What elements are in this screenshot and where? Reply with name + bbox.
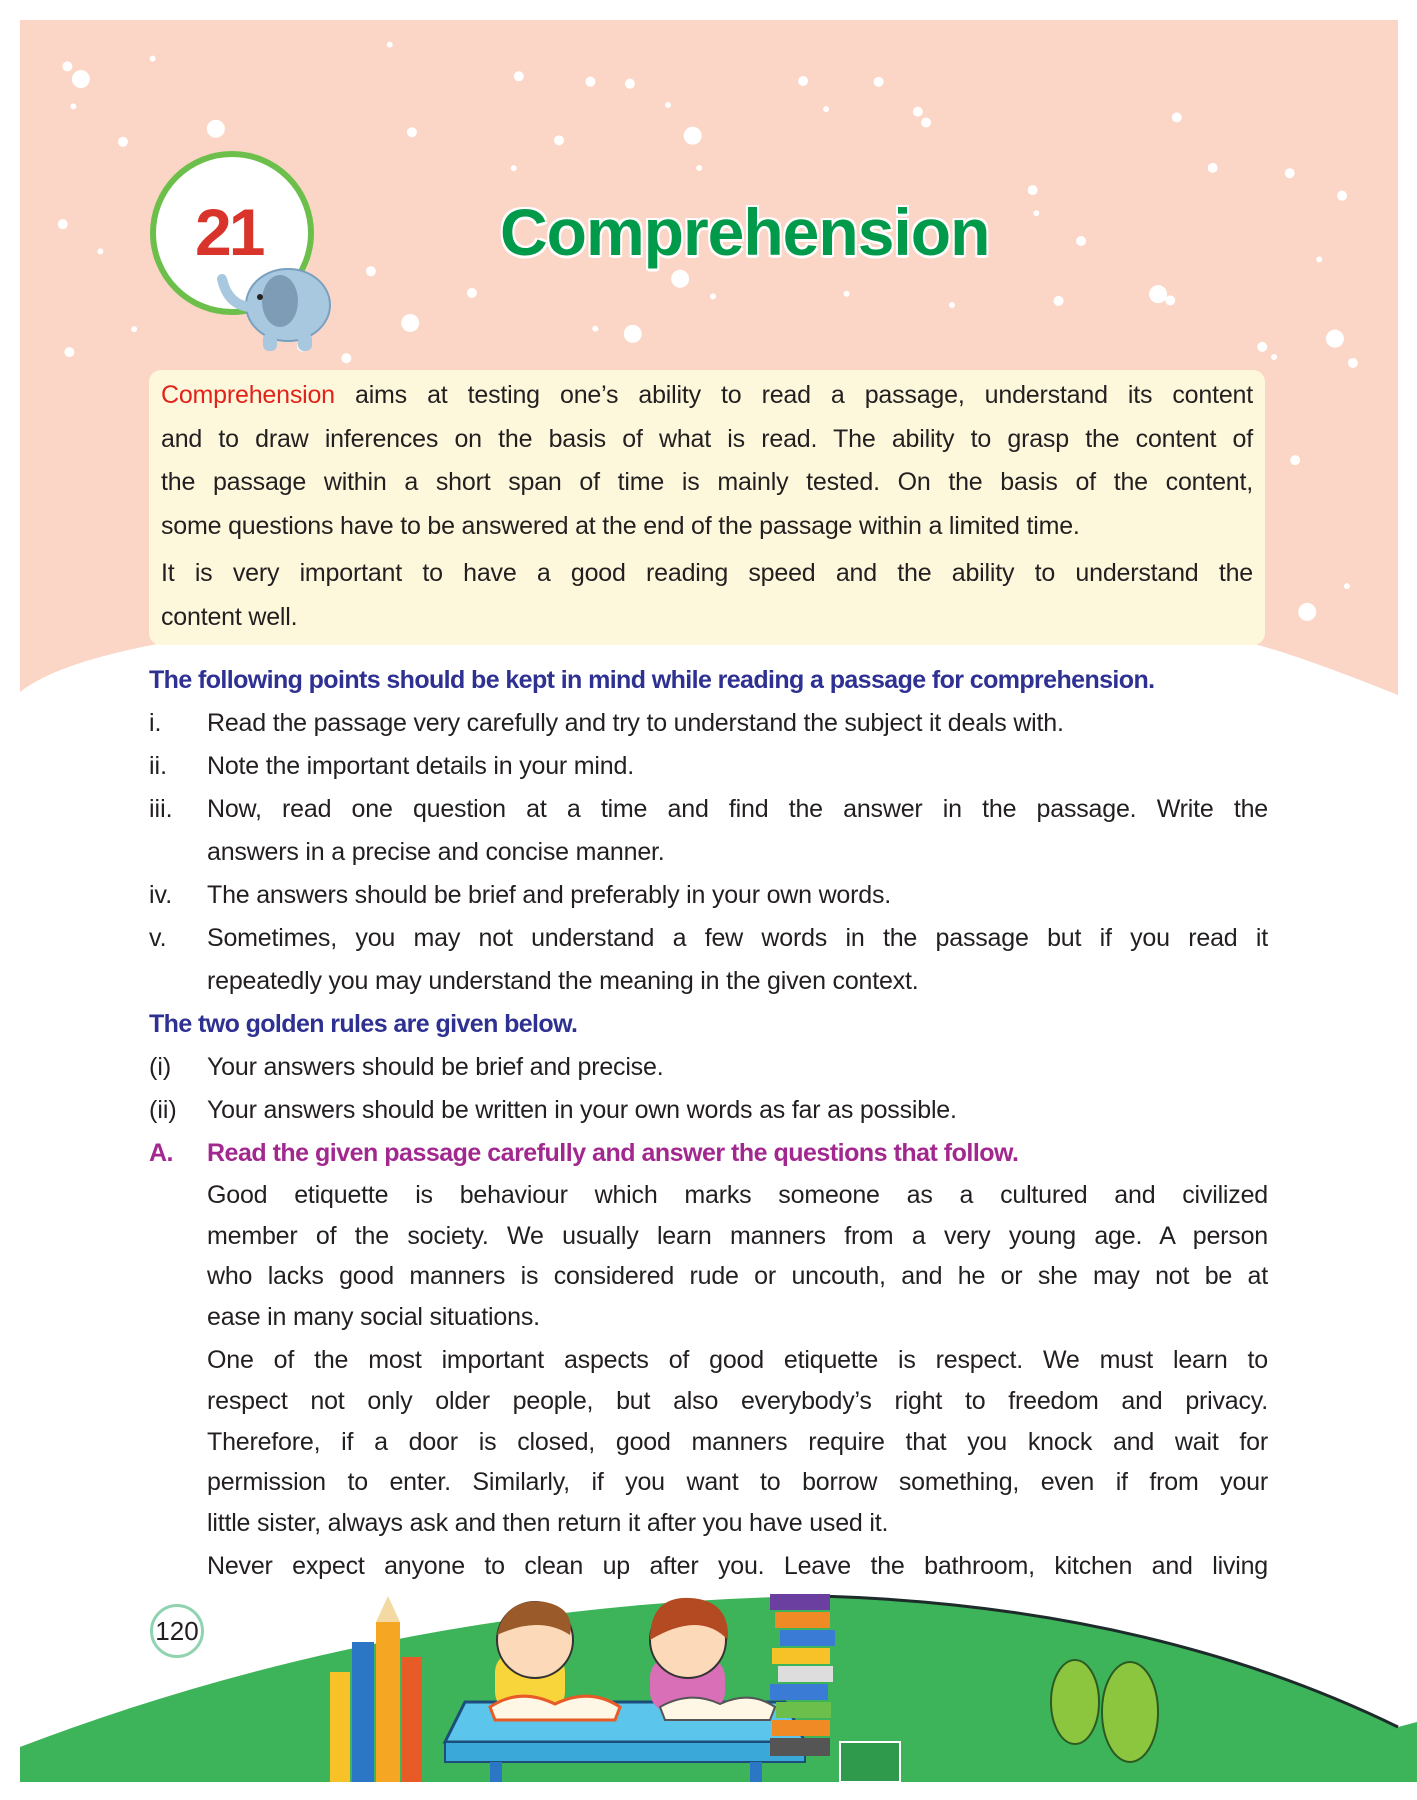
snow-dot — [1316, 256, 1322, 262]
snow-dot — [467, 288, 477, 298]
intro-box — [149, 370, 1265, 645]
snow-dot — [366, 266, 376, 276]
chapter-title: Comprehension — [500, 195, 990, 269]
list-item-label: iv. — [149, 881, 173, 909]
list-item-text — [207, 1089, 1268, 1132]
snow-dot — [64, 347, 74, 357]
snow-dot — [58, 219, 68, 229]
snow-dot — [511, 165, 517, 171]
exercise-instruction — [149, 1132, 1268, 1175]
list-item-line: Note the important details in your mind. — [207, 752, 634, 780]
passage-line: ease in many social situations. — [207, 1302, 540, 1331]
list-item-label: ii. — [149, 752, 168, 780]
snow-dot — [696, 165, 702, 171]
elephant-icon — [208, 255, 358, 355]
snow-dot — [1076, 236, 1086, 246]
golden-rules-heading: The two golden rules are given below. — [149, 1010, 578, 1038]
snow-dot — [1172, 112, 1182, 122]
snow-dot — [1344, 583, 1350, 589]
snow-dot — [1326, 330, 1344, 348]
passage-line: member of the society. We usually learn manners from a very young age. A person — [207, 1221, 1268, 1250]
snow-dot — [1165, 295, 1175, 305]
snow-dot — [207, 120, 225, 138]
list-item-label: v. — [149, 924, 167, 952]
snow-dot — [1028, 185, 1038, 195]
list-item — [149, 1046, 1268, 1089]
snow-dot — [1348, 358, 1358, 368]
snow-dot — [131, 326, 137, 332]
snow-dot — [710, 293, 716, 299]
snow-dot — [72, 70, 90, 88]
snow-dot — [844, 291, 850, 297]
list-item-text — [207, 917, 1268, 1003]
snow-dot — [401, 314, 419, 332]
list-item-line: Your answers should be written in your own words as far as possible. — [207, 1096, 957, 1124]
list-item-label: (ii) — [149, 1096, 177, 1124]
list-item-line: answers in a precise and concise manner. — [207, 838, 665, 866]
passage-line: Good etiquette is behaviour which marks someone as a cultured and civilized — [207, 1181, 1268, 1209]
intro-paragraph — [161, 552, 1253, 639]
list-item-line: Now, read one question at a time and find the answer in the passage. Write the — [207, 795, 1268, 823]
snow-dot — [70, 103, 76, 109]
snow-dot — [874, 77, 884, 87]
list-item-line: The answers should be brief and preferably in your own words. — [207, 881, 892, 909]
boy-icon — [495, 1601, 573, 1712]
intro-line — [161, 374, 1253, 418]
list-item-text — [207, 788, 1268, 874]
snow-dot — [949, 302, 955, 308]
exercise-label: A. — [149, 1139, 173, 1167]
chapter-number: 21 — [195, 195, 263, 269]
snow-dot — [1033, 210, 1039, 216]
snow-dot — [1054, 296, 1064, 306]
intro-line-text: aims at testing one’s ability to read a passage, understand its content — [334, 381, 1253, 409]
snow-dot — [150, 56, 156, 62]
list-item — [149, 745, 1268, 788]
snow-dot — [624, 325, 642, 343]
list-item-label: iii. — [149, 795, 173, 823]
snow-dot — [1337, 191, 1347, 201]
page-number: 120 — [150, 1604, 204, 1658]
list-item — [149, 917, 1268, 1003]
snow-dot — [1149, 285, 1167, 303]
snow-dot — [665, 102, 671, 108]
main-content — [149, 659, 1268, 1587]
intro-paragraph — [161, 374, 1253, 548]
list-item — [149, 1089, 1268, 1132]
list-item — [149, 702, 1268, 745]
passage-paragraph — [207, 1175, 1268, 1337]
exercise-instruction-text: Read the given passage carefully and answer the questions that follow. — [207, 1139, 1019, 1167]
intro-line: It is very important to have a good reading speed and the ability to understand the — [161, 559, 1253, 587]
list-item-line: Sometimes, you may not understand a few words in the passage but if you read it — [207, 924, 1268, 952]
highlight-term: Comprehension — [161, 381, 335, 409]
list-item-text — [207, 702, 1268, 745]
footer-illustration — [0, 1592, 1417, 1782]
passage-line: Never expect anyone to clean up after you. Leave the bathroom, kitchen and living — [207, 1552, 1268, 1581]
snow-dot — [913, 107, 923, 117]
snow-dot — [585, 77, 595, 87]
passage-paragraph — [207, 1546, 1268, 1587]
list-item-label: (i) — [149, 1053, 172, 1081]
snow-dot — [97, 248, 103, 254]
snow-dot — [625, 79, 635, 89]
list-item — [149, 874, 1268, 917]
golden-rules-list — [149, 1046, 1268, 1132]
passage-line: who lacks good manners is considered rude or uncouth, and he or she may not be at — [207, 1262, 1268, 1291]
passage-line: permission to enter. Similarly, if you want to borrow something, even if from your — [207, 1468, 1268, 1497]
points-heading: The following points should be kept in mind while reading a passage for comprehension. — [149, 666, 1155, 694]
snow-dot — [554, 135, 564, 145]
intro-line: the passage within a short span of time is mainly tested. On the basis of the content, — [161, 468, 1253, 496]
passage-paragraph — [207, 1340, 1268, 1543]
snow-dot — [1285, 168, 1295, 178]
snow-dot — [118, 137, 128, 147]
snow-dot — [798, 76, 808, 86]
snow-dot — [514, 71, 524, 81]
intro-line: some questions have to be answered at the end of the passage within a limited time. — [161, 511, 1080, 540]
pencils-icon — [330, 1596, 422, 1782]
passage-line: respect not only older people, but also everybody’s right to freedom and privacy. — [207, 1386, 1268, 1415]
snow-dot — [592, 326, 598, 332]
list-item-line: Your answers should be brief and precise. — [207, 1053, 664, 1081]
snow-dot — [823, 106, 829, 112]
list-item-label: i. — [149, 709, 162, 737]
list-item-text — [207, 1046, 1268, 1089]
list-item — [149, 788, 1268, 874]
snow-dot — [1298, 603, 1316, 621]
list-item-line: repeatedly you may understand the meaning in the given context. — [207, 967, 919, 995]
snow-dot — [1290, 455, 1300, 465]
intro-line: content well. — [161, 602, 298, 631]
passage-line: Therefore, if a door is closed, good manners require that you knock and wait for — [207, 1427, 1268, 1456]
passage-line: little sister, always ask and then return it after you have used it. — [207, 1508, 889, 1537]
list-item-text — [207, 745, 1268, 788]
snow-dot — [671, 270, 689, 288]
snow-dot — [921, 117, 931, 127]
snow-dot — [684, 127, 702, 145]
list-item-text — [207, 874, 1268, 917]
snow-dot — [1271, 354, 1277, 360]
snow-dot — [62, 61, 72, 71]
intro-line: and to draw inferences on the basis of what is read. The ability to grasp the content of — [161, 424, 1253, 453]
girl-icon — [650, 1598, 728, 1712]
snow-dot — [1257, 342, 1267, 352]
list-item-line: Read the passage very carefully and try to understand the subject it deals with. — [207, 709, 1064, 737]
comprehension-passage — [207, 1175, 1268, 1587]
points-list — [149, 702, 1268, 1003]
snow-dot — [407, 127, 417, 137]
snow-dot — [1208, 163, 1218, 173]
snow-dot — [387, 42, 393, 48]
passage-line: One of the most important aspects of good etiquette is respect. We must learn to — [207, 1346, 1268, 1375]
